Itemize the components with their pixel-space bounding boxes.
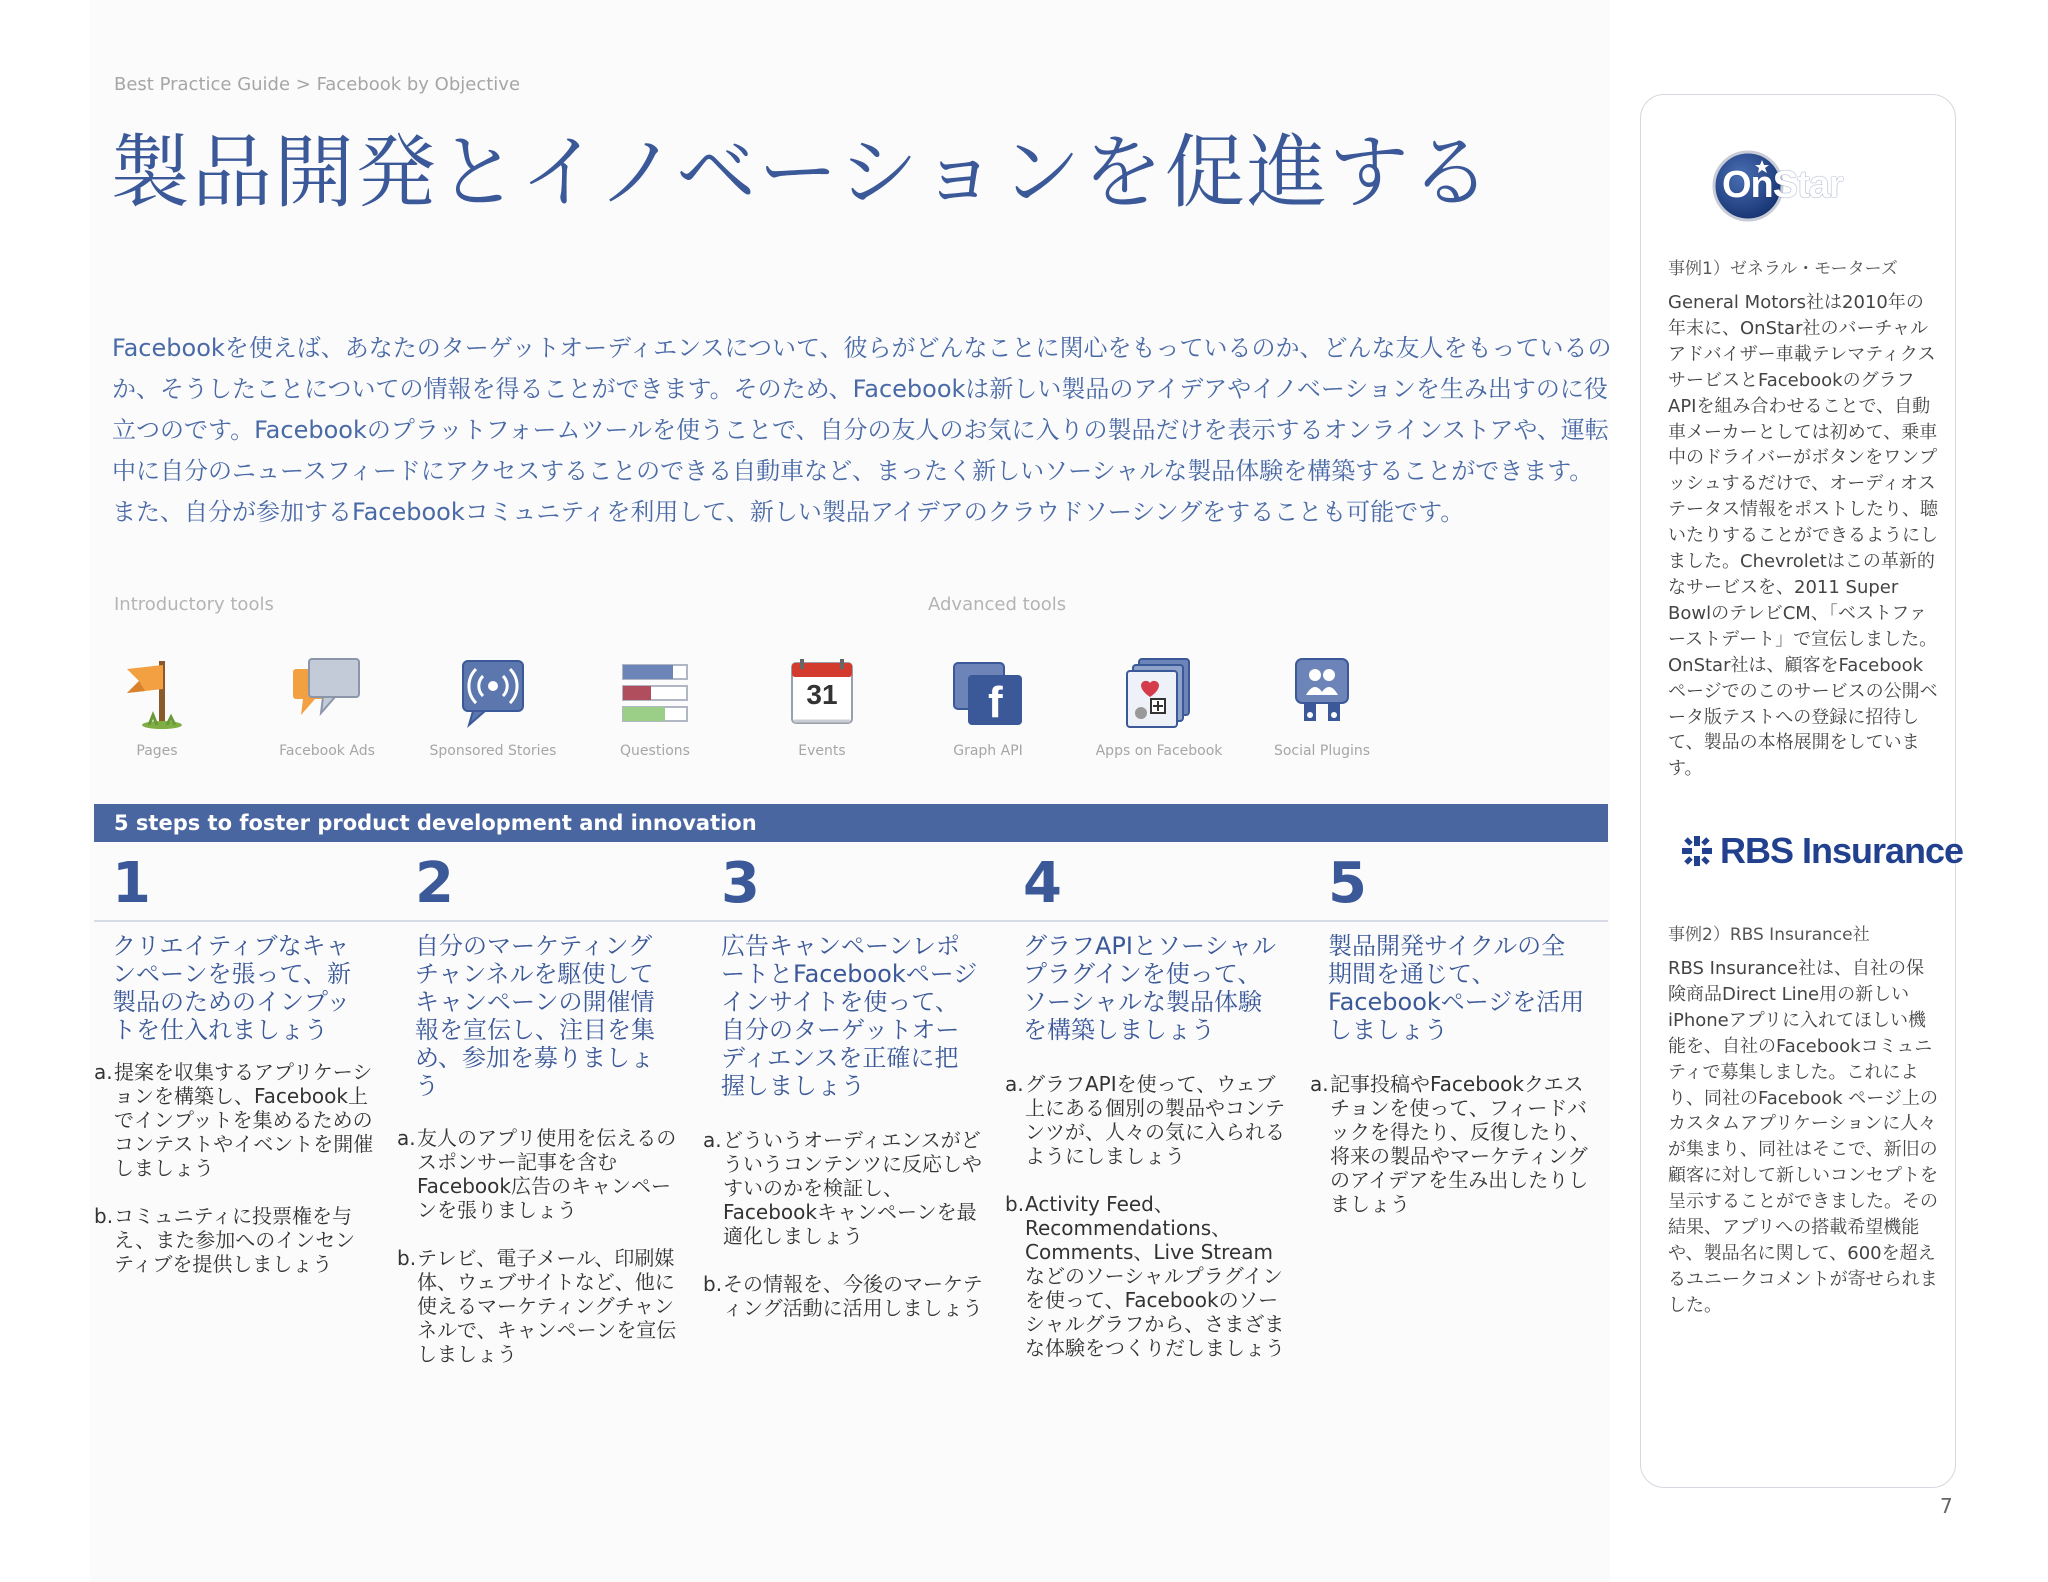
case2-text: RBS Insurance社は、自社の保険商品Direct Line用の新しいiPhoneアプリに入れてほしい機能を、自社のFacebookコミュニティで募集しました。これにより、同社のFacebook ページ上のカスタムアプリケーションに人々が集まり、同社はそこで、新旧の顧客に対して新しいコンセプトを呈示することができました。その結果、アプリへの搭載希望機能や、製品名に関して、600を超えるユニークコメントが寄せられました。 xyxy=(1668,958,1938,1316)
advanced-tools-label: Advanced tools xyxy=(928,594,1067,615)
tool-apps-on-facebook xyxy=(1084,655,1234,759)
introductory-tools-label: Introductory tools xyxy=(114,594,274,615)
case2-label: 事例2）RBS Insurance社 xyxy=(1668,925,1870,945)
step-title: 自分のマーケティングチャンネルを駆使してキャンペーンの開催情報を宣伝し、注目を集め、参加を募りましょう xyxy=(415,932,655,1100)
step-subitem xyxy=(397,1126,677,1222)
onstar-logo xyxy=(1710,146,1890,226)
step-subitem xyxy=(397,1246,677,1366)
case1-text: General Motors社は2010年の年末に、OnStar社のバーチャルアドバイザー車載テレマティクスサービスとFacebookのグラフAPIを組み合わせることで、自動車メーカーとしては初めて、乗車中のドライバーがボタンをワンプッシュするだけで、オーディオステータス情報をポストしたり、聴いたりすることができるようにしました。Chevroletはこの革新的なサービスを、2011 Super BowlのテレビCM、「ベストファーストデート」で宣伝しました。OnStar社は、顧客をFacebookページでのこのサービスの公開ベータ版テストへの登録に招待して、製品の本格展開をしています。 xyxy=(1668,292,1938,780)
sub-text: どういうオーディエンスがどういうコンテンツに反応しやすいのかを検証し、Facebookキャンペーンを最適化しましょう xyxy=(723,1128,982,1248)
page-title: 製品開発とイノベーションを促進する xyxy=(110,126,1493,219)
step-number: 2 xyxy=(415,851,454,916)
sub-marker: b. xyxy=(397,1246,417,1270)
sub-text: Activity Feed、Recommendations、Comments、Live Streamなどのソーシャルプラグインを使って、Facebookのソーシャルグラフから、さまざまな体験をつくりだしましょう xyxy=(1025,1192,1285,1360)
step-subitem xyxy=(703,1128,983,1248)
sub-marker: a. xyxy=(1005,1072,1024,1096)
step-number: 4 xyxy=(1023,851,1062,916)
rbs-logo-text: RBS Insurance xyxy=(1720,830,1964,871)
sub-marker: b. xyxy=(94,1204,114,1228)
intro-paragraph: Facebookを使えば、あなたのターゲットオーディエンスについて、彼らがどんなことに関心をもっているのか、どんな友人をもっているのか、そうしたことについての情報を得ることができます。そのため、Facebookは新しい製品のアイデアやイノベーションを生み出すのに役立つのです。Facebookのプラットフォームツールを使うことで、自分の友人のお気に入りの製品だけを表示するオンラインストアや、運転中に自分のニュースフィードにアクセスすることのできる自動車など、まったく新しいソーシャルな製品体験を構築することができます。また、自分が参加するFacebookコミュニティを利用して、新しい製品アイデアのクラウドソーシングをすることも可能です。 xyxy=(112,334,1612,526)
tool-events xyxy=(747,655,897,759)
step-subitem xyxy=(94,1204,374,1276)
calendar-icon xyxy=(784,655,860,731)
step-title: 広告キャンペーンレポートとFacebookページ インサイトを使って、自分のターゲットオーディエンスを正確に把握しましょう xyxy=(721,932,978,1100)
tool-pages xyxy=(82,655,232,759)
onstar-logo-text: OnStar xyxy=(1722,164,1843,206)
tool-label: Questions xyxy=(620,743,690,759)
tool-label: Facebook Ads xyxy=(279,743,375,759)
step-number: 5 xyxy=(1328,851,1367,916)
sub-text: テレビ、電子メール、印刷媒体、ウェブサイトなど、他に使えるマーケティングチャンネルで、キャンペーンを宣伝しましょう xyxy=(417,1246,677,1366)
case1-label: 事例1）ゼネラル・モーターズ xyxy=(1668,259,1898,279)
sub-text: その情報を、今後のマーケティング活動に活用しましょう xyxy=(723,1272,983,1320)
step-title: クリエイティブなキャンペーンを張って、新製品のためのインプットを仕入れましょう xyxy=(112,932,352,1044)
step-number: 1 xyxy=(112,851,151,916)
tool-label: Social Plugins xyxy=(1273,743,1371,759)
tool-label: Sponsored Stories xyxy=(429,743,557,759)
rbs-insurance-logo xyxy=(1680,828,1963,874)
flag-icon xyxy=(119,655,195,731)
sub-text: 記事投稿やFacebookクエスチョンを使って、フィードバックを得たり、反復したり、将来の製品やマーケティングのアイデアを生み出したりしましょう xyxy=(1330,1072,1590,1216)
sub-text: グラフAPIを使って、ウェブ上にある個別の製品やコンテンツが、人々の気に入られるようにしましょう xyxy=(1025,1072,1285,1168)
sub-marker: a. xyxy=(397,1126,416,1150)
step-2 xyxy=(397,852,687,1366)
step-number: 3 xyxy=(721,851,760,916)
page-background xyxy=(90,0,1610,1582)
step-3 xyxy=(703,852,993,1320)
step-title: グラフAPIとソーシャルプラグインを使って、ソーシャルな製品体験を構築しましょう xyxy=(1023,932,1277,1044)
step-4 xyxy=(1005,852,1295,1360)
sub-marker: a. xyxy=(94,1060,113,1084)
sub-text: コミュニティに投票権を与え、また参加へのインセンティブを提供しましょう xyxy=(114,1204,356,1276)
tool-social-plugins xyxy=(1247,655,1397,759)
social-plugin-icon xyxy=(1284,655,1360,731)
broadcast-icon xyxy=(455,655,531,731)
sub-marker: b. xyxy=(1005,1192,1025,1216)
tool-label: Events xyxy=(798,743,846,759)
tool-label: Pages xyxy=(136,743,178,759)
tool-facebook-ads xyxy=(252,655,402,759)
poll-bars-icon xyxy=(617,655,693,731)
tool-label: Graph API xyxy=(953,743,1023,759)
rbs-daisy-icon xyxy=(1680,834,1714,868)
sub-marker: b. xyxy=(703,1272,723,1296)
step-subitem xyxy=(1310,1072,1590,1216)
sub-text: 提案を収集するアプリケーションを構築し、Facebook上でインプットを集めるためのコンテストやイベントを開催しましょう xyxy=(114,1060,374,1180)
speech-bubbles-icon xyxy=(289,655,365,731)
step-subitem xyxy=(1005,1192,1285,1360)
step-title: 製品開発サイクルの全期間を通じて、Facebookページを活用しましょう xyxy=(1328,932,1585,1044)
breadcrumb[interactable]: Best Practice Guide > Facebook by Objective xyxy=(114,74,521,95)
step-1 xyxy=(94,852,384,1276)
facebook-f-glyph: f xyxy=(988,678,1003,727)
tool-label: Apps on Facebook xyxy=(1095,743,1223,759)
sub-marker: a. xyxy=(1310,1072,1329,1096)
step-5 xyxy=(1310,852,1600,1216)
step-subitem xyxy=(1005,1072,1285,1168)
step-subitem xyxy=(703,1272,983,1320)
sub-marker: a. xyxy=(703,1128,722,1152)
steps-header-bar: 5 steps to foster product development and innovation xyxy=(94,804,1608,842)
page-number: 7 xyxy=(1940,1494,1953,1518)
tool-sponsored-stories xyxy=(418,655,568,759)
step-subitem xyxy=(94,1060,374,1180)
sub-text: 友人のアプリ使用を伝えるのスポンサー記事を含むFacebook広告のキャンペーンを張りましょう xyxy=(417,1126,677,1222)
tool-questions xyxy=(580,655,730,759)
apps-cards-icon xyxy=(1121,655,1197,731)
tool-graph-api xyxy=(913,655,1063,759)
facebook-graph-icon xyxy=(950,655,1026,731)
calendar-day: 31 xyxy=(806,679,838,710)
